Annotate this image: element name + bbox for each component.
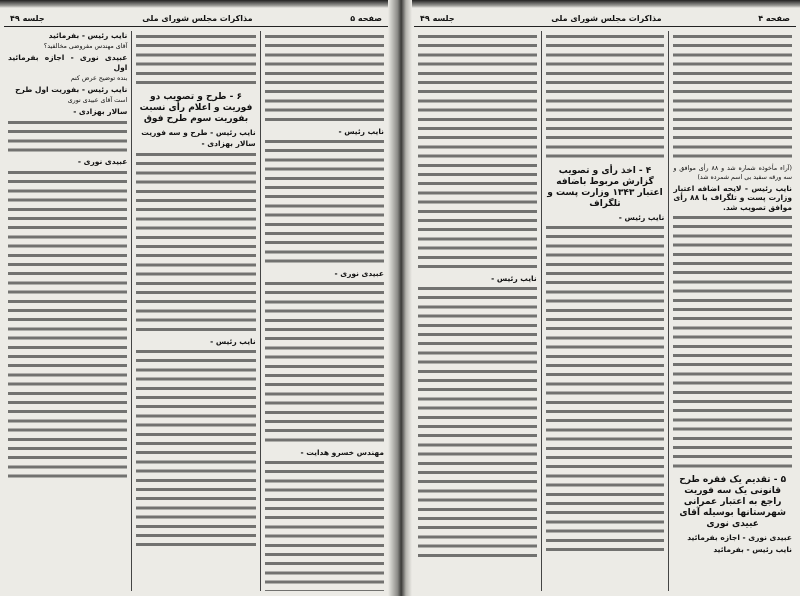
text-column [260, 31, 388, 591]
illegible-text-block [673, 214, 792, 472]
speaker-line: نایب رئیس - [210, 336, 256, 346]
section-heading: ۶ - طرح و تصویب دو فوریت و اعلام رأی نسبت بفوریت سوم طرح فوق [139, 92, 253, 125]
illegible-text-block [265, 459, 384, 591]
speaker-line: نایب رئیس - [338, 127, 384, 136]
publication-title: مذاکرات مجلس شورای ملی [551, 13, 662, 23]
paragraph: است آقای عبیدی نوری [67, 97, 128, 105]
page-header [414, 10, 796, 27]
right-page [414, 10, 796, 594]
illegible-text-block [8, 119, 127, 156]
speaker-line: عبیدی نوری - اجازه بفرمائید [687, 533, 792, 543]
illegible-text-block [418, 33, 537, 272]
illegible-text-block [136, 151, 255, 335]
left-page [4, 10, 388, 594]
illegible-text-block [265, 280, 384, 446]
paragraph: آقای مهندس مفروضی مخالفید؟ [43, 43, 128, 51]
page-number: صفحه ۴ [758, 13, 790, 23]
speaker-line: نایب رئیس - بفرمائید [713, 544, 792, 554]
speaker-line: سالار بهزادی - [73, 107, 128, 117]
illegible-text-block [418, 285, 537, 561]
columns [4, 31, 388, 591]
page-header [4, 10, 388, 27]
text-column [414, 31, 541, 591]
illegible-text-block [546, 224, 665, 555]
illegible-text-block [136, 33, 255, 88]
text-column [4, 31, 131, 591]
paragraph: بنده توضیح عرض کنم [70, 74, 128, 82]
illegible-text-block [8, 169, 127, 482]
speaker-line: نایب رئیس - طرح و سه فوریت [141, 128, 256, 138]
speaker-line: عبیدی نوری - [77, 157, 128, 167]
session-number: جلسه ۴۹ [10, 13, 45, 23]
speaker-line: عبیدی نوری - اجازه بفرمائید اول [8, 53, 128, 72]
speaker-line: عبیدی نوری - [334, 269, 384, 278]
text-column [541, 31, 669, 591]
speaker-line: نایب رئیس - [491, 274, 537, 284]
text-column [131, 31, 259, 591]
book-gutter [388, 0, 412, 596]
columns [414, 31, 796, 591]
section-heading: ۴ - اخذ رأی و تصویب گزارش مربوط باضافه اعتبار ۱۳۴۳ وزارت پست و تلگراف [547, 165, 663, 209]
text-column [668, 31, 796, 591]
illegible-text-block [136, 348, 255, 550]
speaker-line: سالار بهزادی - [201, 139, 256, 149]
paragraph: (آراء مأخوذه شماره شد و ۸۸ رأی موافق و سه ورقه سفید بی اسم شمرده شد) [673, 164, 792, 181]
illegible-text-block [265, 33, 384, 125]
speaker-line: مهندس خسرو هدایت - [300, 447, 384, 457]
speaker-line: نایب رئیس - [618, 212, 665, 222]
publication-title: مذاکرات مجلس شورای ملی [142, 13, 253, 23]
speaker-line: نایب رئیس - لایحه اضافه اعتبار وزارت پست و تلگراف با ۸۸ رأی موافق تصویب شد. [673, 184, 792, 212]
speaker-line: نایب رئیس - بفوریت اول طرح [15, 85, 128, 95]
illegible-text-block [673, 33, 792, 162]
session-number: جلسه ۴۹ [420, 13, 455, 23]
section-heading: ۵ - تقدیم یک فقره طرح قانونی یک سه فوریت راجع به اعتبار عمرانی شهرستانها بوسیله آقای عبیدی نوری [679, 475, 787, 530]
page-number: صفحه ۵ [350, 13, 382, 23]
illegible-text-block [546, 33, 665, 162]
illegible-text-block [265, 138, 384, 267]
speaker-line: نایب رئیس - بفرمائید [48, 31, 128, 40]
